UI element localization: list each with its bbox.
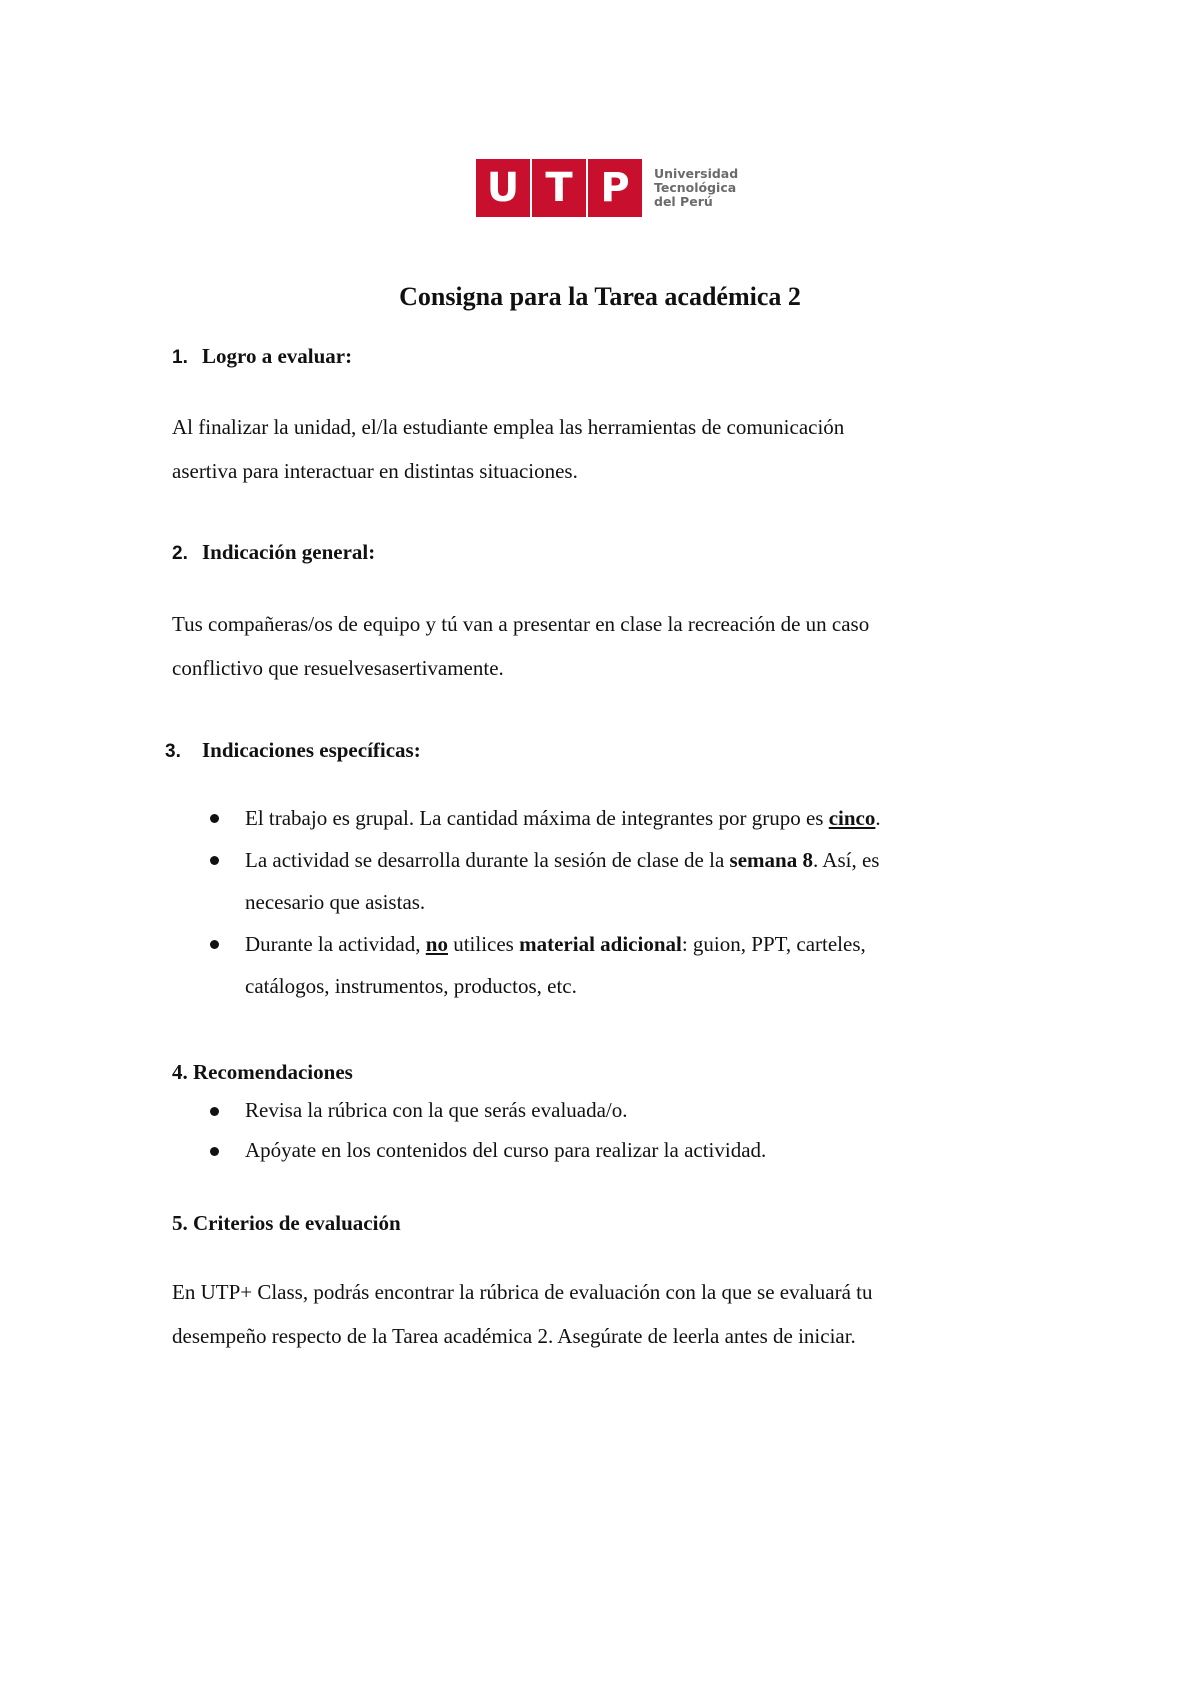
section-5-line-1: En UTP+ Class, podrás encontrar la rúbrica de evaluación con la que se evaluará tu [172,1280,873,1304]
page-title: Consigna para la Tarea académica 2 [399,282,801,311]
section-1-number: 1. [172,347,188,368]
logo-letter-t: T [532,159,588,217]
section-1-heading [172,344,352,369]
logo-letter-u: U [476,159,532,217]
bullet-icon [210,856,219,865]
emphasis-semana: semana 8 [729,848,813,872]
list-item-line: Revisa la rúbrica con la que serás evaluada/o. [245,1098,628,1122]
logo-letter-p: P [600,165,630,211]
text-run: . [875,806,881,830]
list-item-line [245,797,1025,839]
section-1-title: Logro a evaluar: [202,344,353,368]
bullet-icon [210,940,219,949]
logo-text-line-3: del Perú [654,194,713,209]
section-1-line-1: Al finalizar la unidad, el/la estudiante emplea las herramientas de comunicación [172,415,845,439]
text-run: utilices [447,932,520,956]
bullet-icon [210,1107,219,1116]
section-2-line-1: Tus compañeras/os de equipo y tú van a presentar en clase la recreación de un caso [172,612,870,636]
section-3-list [205,797,1025,1007]
logo-mark [476,159,642,217]
section-5-body [172,1270,1032,1358]
section-4-heading: 4. Recomendaciones [172,1060,353,1084]
section-5-heading: 5. Criterios de evaluación [172,1211,401,1235]
section-2-body [172,602,1032,690]
text-run: El trabajo es grupal. La cantidad máxima de integrantes por grupo es [245,806,829,830]
list-item [205,923,1025,1007]
section-2-number: 2. [172,543,188,564]
section-1-line-2: asertiva para interactuar en distintas situaciones. [172,459,578,483]
emphasis-no: no [425,932,448,956]
list-item-line: Apóyate en los contenidos del curso para realizar la actividad. [245,1138,767,1162]
list-item-line: catálogos, instrumentos, productos, etc. [245,974,577,998]
list-item [205,839,1025,923]
utp-logo [476,159,738,217]
section-5-line-2: desempeño respecto de la Tarea académica 2. Asegúrate de leerla antes de iniciar. [172,1324,856,1348]
emphasis-cinco: cinco [828,806,876,830]
text-run: . Así, es [812,848,880,872]
list-item-line: necesario que asistas. [245,890,426,914]
section-3-number: 3. [165,741,181,762]
bullet-icon [210,814,219,823]
logo-wordmark [654,167,738,209]
text-run: Durante la actividad, [245,932,426,956]
list-item-line [245,923,1025,965]
section-3-title: Indicaciones específicas: [202,738,421,762]
text-run: : guion, PPT, carteles, [681,932,866,956]
list-item [205,1090,1025,1130]
list-item [205,797,1025,839]
list-item [205,1130,1025,1170]
text-run: La actividad se desarrolla durante la sesión de clase de la [245,848,730,872]
section-3-heading [165,738,421,763]
section-2-title: Indicación general: [202,540,376,564]
logo-text-line-1: Universidad [654,166,739,181]
section-2-line-2: conflictivo que resuelvesasertivamente. [172,656,504,680]
section-4-list [205,1090,1025,1170]
logo-text-line-2: Tecnológica [654,180,737,195]
section-1-body [172,405,1032,493]
bullet-icon [210,1147,219,1156]
section-2-heading [172,540,375,565]
emphasis-material: material adicional [519,932,682,956]
list-item-line [245,839,1025,881]
